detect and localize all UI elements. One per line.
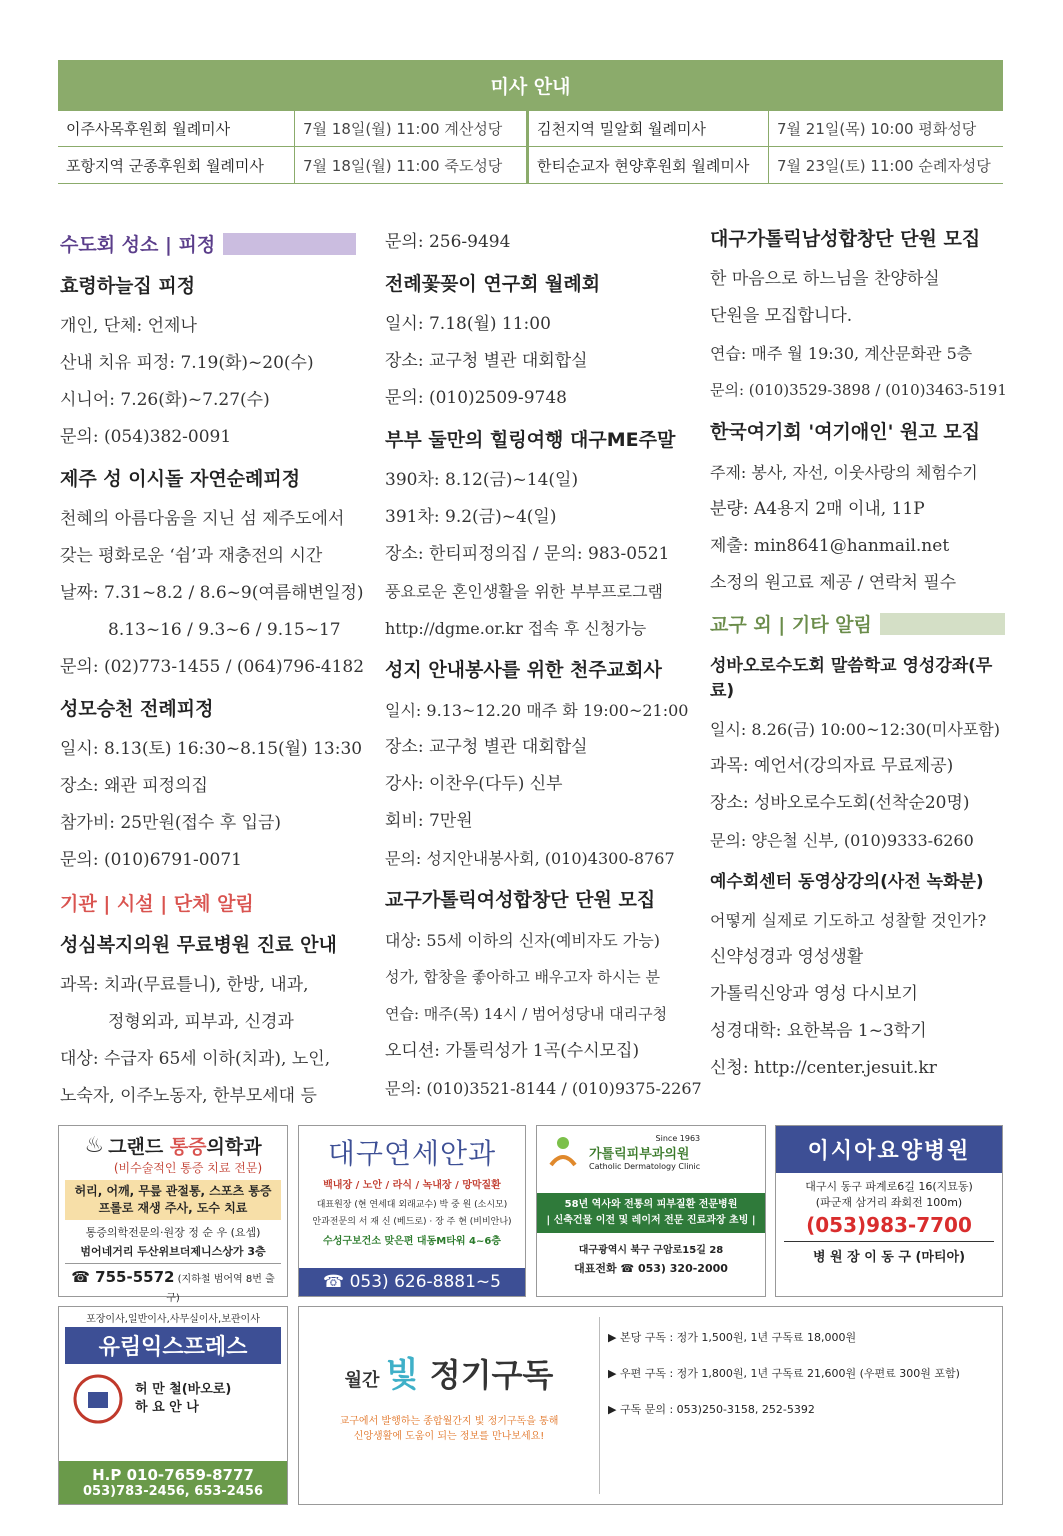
section-bar <box>223 233 356 255</box>
ad-description: 교구에서 발행하는 종합월간지 빛 정기구독을 통해 신앙생활에 도움이 되는 정보를 만나보세요! <box>339 1416 559 1442</box>
notice-line: 풍요로운 혼인생활을 위한 부부프로그램 <box>385 582 664 601</box>
ad-subscription <box>298 1306 1003 1505</box>
ad-services: 허리, 어깨, 무릎 관절통, 스포츠 통증 프롤로 재생 주사, 도수 치료 <box>65 1180 281 1220</box>
notice-line: 문의: (010)3521-8144 / (010)9375-2267 <box>385 1079 702 1098</box>
ad-yurim-express <box>58 1306 288 1505</box>
ad-address: 대구시 동구 파계로6길 16(지묘동) (파군재 삼거리 좌회전 100m) <box>805 1180 973 1209</box>
mass-cell: 한티순교자 현양후원회 월례미사 <box>527 147 769 183</box>
ad-phone: ☎ 053) 626-8881~5 <box>299 1268 525 1296</box>
ad-representative: 허 만 철(바오로) 하 요 안 나 <box>135 1382 232 1415</box>
notice-title: 성모승천 전례피정 <box>60 698 214 720</box>
ad-title-part: 통증 <box>169 1136 207 1158</box>
ad-title-part: 의학과 <box>206 1136 262 1158</box>
ad-grand-pain-clinic <box>58 1125 288 1304</box>
notice-line: 문의: 양은철 신부, (010)9333-6260 <box>710 831 974 850</box>
ad-location: 수성구보건소 맞은편 대동M타워 4~6층 <box>323 1236 501 1247</box>
mass-cell: 김천지역 밀알회 월례미사 <box>527 111 769 146</box>
notice-title: 예수회센터 동영상강의(사전 녹화분) <box>710 872 984 892</box>
notice-line: 소정의 원고료 제공 / 연락처 필수 <box>710 573 957 593</box>
notice-line: 문의: (010)3529-3898 / (010)3463-5191 <box>710 381 1007 399</box>
mass-row <box>58 147 1003 184</box>
ad-title: 가톨릭피부과의원 <box>589 1147 690 1162</box>
notice-line: 성경대학: 요한복음 1~3학기 <box>710 1021 927 1041</box>
section-title <box>60 230 356 257</box>
notice-line: 주제: 봉사, 자선, 이웃사랑의 체험수기 <box>710 463 978 482</box>
mass-cell: 7월 18일(월) 11:00 계산성당 <box>295 111 527 146</box>
ad-title-part: 정기구독 <box>418 1356 554 1394</box>
mass-cell: 7월 23일(토) 11:00 순례자성당 <box>777 156 991 175</box>
ad-title-part: 그랜드 <box>108 1136 170 1158</box>
notice-line: 천혜의 아름다움을 지닌 섬 제주도에서 <box>60 509 345 529</box>
mass-cell: 7월 21일(목) 10:00 평화성당 <box>777 120 977 138</box>
ad-title-block <box>589 1134 700 1171</box>
notice-line: 장소: 교구청 별관 대회합실 <box>385 351 588 371</box>
notice-line: 과목: 예언서(강의자료 무료제공) <box>710 756 954 776</box>
notice-line: 참가비: 25만원(접수 후 입금) <box>60 813 282 833</box>
ad-doctor: 대표원장 (현 연세대 외래교수) 박 중 원 (소시모) <box>316 1200 508 1210</box>
ad-title-en: Catholic Dermatology Clinic <box>589 1162 701 1171</box>
ad-phone: ☎ 755-5572 <box>71 1268 175 1286</box>
ad-body <box>59 1366 287 1432</box>
ad-director: 병 원 장 이 동 구 (마티아) <box>784 1241 994 1265</box>
ad-title: 유림익스프레스 <box>65 1327 281 1364</box>
notice-line: 문의: (010)6791-0071 <box>60 850 242 870</box>
notice-line: 문의: (010)2509-9748 <box>385 388 567 408</box>
ad-hp: H.P 010-7659-8777 <box>92 1466 254 1484</box>
notice-line: 정형외과, 피부과, 신경과 <box>108 1012 294 1032</box>
section-label: 기관 | 시설 | 단체 알림 <box>60 893 254 915</box>
ad-title <box>299 1347 599 1396</box>
notice-title: 효령하늘집 피정 <box>60 275 196 297</box>
section-label: 교구 외 | 기타 알림 <box>710 614 872 636</box>
ad-subscription-left <box>299 1307 599 1504</box>
notice-line: 문의: (02)773-1455 / (064)796-4182 <box>60 657 365 677</box>
ad-title <box>108 1132 261 1159</box>
notice-line: 장소: 교구청 별관 대회합실 <box>385 737 588 757</box>
clinic-logo-icon: ♨ <box>84 1133 105 1158</box>
notice-line: 문의: (054)382-0091 <box>60 427 232 447</box>
notice-line: 일시: 9.13~12.20 매주 화 19:00~21:00 <box>385 701 689 720</box>
section-title <box>60 889 356 916</box>
notice-line: 산내 치유 피정: 7.19(화)~20(수) <box>60 353 314 373</box>
notice-line: 회비: 7만원 <box>385 811 473 831</box>
notice-line: 노숙자, 이주노동자, 한부모세대 등 <box>60 1086 317 1106</box>
ad-title-part: 월간 <box>344 1370 386 1391</box>
ad-phone: (053)983-7700 <box>806 1213 972 1237</box>
notice-title: 전례꽃꽂이 연구회 월례회 <box>385 273 601 295</box>
ads-area <box>58 1125 1003 1505</box>
ad-header <box>537 1126 765 1171</box>
ad-since: Since 1963 <box>655 1134 701 1143</box>
column-middle <box>385 224 702 1107</box>
notice-line: 장소: 왜관 피정의집 <box>60 776 208 796</box>
notice-line: 성가, 합창을 좋아하고 배우고자 하시는 분 <box>385 968 660 986</box>
notice-line: 391차: 9.2(금)~4(일) <box>385 507 557 527</box>
ad-title: 대구연세안과 <box>327 1137 497 1170</box>
ad-subtitle: (비수술적인 통증 치료 전문) <box>113 1161 263 1175</box>
notice-title: 성심복지의원 무료병원 진료 안내 <box>60 934 337 956</box>
ad-phone: 053)783-2456, 653-2456 <box>83 1484 263 1499</box>
notice-line: 어떻게 실제로 기도하고 성찰할 것인가? <box>710 911 987 930</box>
notice-line: 가톨릭신앙과 영성 다시보기 <box>710 984 918 1004</box>
notice-line: 단원을 모집합니다. <box>710 306 853 326</box>
ad-catholic-dermatology <box>536 1125 766 1297</box>
notice-title: 대구가톨릭남성합창단 단원 모집 <box>710 228 981 250</box>
ad-doctor: 통증의학전문의·원장 정 순 우 (요셉) <box>85 1226 261 1239</box>
ad-yonsei-eye <box>298 1125 526 1297</box>
notice-line: 일시: 8.26(금) 10:00~12:30(미사포함) <box>710 720 1000 739</box>
ad-title-part: 빛 <box>385 1355 419 1395</box>
notice-line: 장소: 한티피정의집 / 문의: 983-0521 <box>385 544 670 564</box>
ad-top: 포장이사,일반이사,사무실이사,보관이사 <box>86 1314 260 1325</box>
column-left <box>60 224 365 1115</box>
notice-title: 성바오로수도회 말씀학교 영성강좌(무료) <box>710 656 993 701</box>
ad-header <box>65 1132 281 1159</box>
notice-line: 시니어: 7.26(화)~7.27(수) <box>60 390 270 410</box>
notice-line: 연습: 매주(목) 14시 / 범어성당내 대리구청 <box>385 1005 668 1023</box>
column-right <box>710 224 1005 1087</box>
mass-cell: 포항지역 군종후원회 월례미사 <box>58 147 295 183</box>
notice-line: 과목: 치과(무료틀니), 한방, 내과, <box>60 975 309 995</box>
section-label: 수도회 성소 | 피정 <box>60 234 216 256</box>
notice-line: 제출: min8641@hanmail.net <box>710 536 950 556</box>
mass-title: 미사 안내 <box>58 60 1003 111</box>
notice-line: 문의: 256-9494 <box>385 232 511 252</box>
notice-title: 부부 둘만의 힐링여행 대구ME주말 <box>385 429 676 451</box>
notice-line: 오디션: 가톨릭성가 1곡(수시모집) <box>385 1041 640 1061</box>
notice-line: 장소: 성바오로수도회(선착순20명) <box>710 793 970 813</box>
ad-address: 대구광역시 북구 구암로15길 28 <box>578 1245 724 1256</box>
section-bar <box>880 613 1005 635</box>
mass-cell: 7월 18일(월) 11:00 죽도성당 <box>295 147 527 183</box>
ad-doctor: 안과전문의 서 재 신 (베드로) · 장 주 현 (비비안나) <box>312 1217 512 1227</box>
notice-title: 제주 성 이시돌 자연순례피정 <box>60 468 301 490</box>
notice-line: 신청: http://center.jesuit.kr <box>710 1058 937 1078</box>
ad-price-line: ▶ 본당 구독 : 정가 1,500원, 1년 구독료 18,000원 <box>608 1331 857 1344</box>
notice-line: 대상: 수급자 65세 이하(치과), 노인, <box>60 1049 331 1069</box>
ad-band: 58년 역사와 전통의 피부질환 전문병원 | 신축건물 이전 및 레이저 전문 진료과장 초빙 | <box>537 1193 765 1233</box>
mass-cell: 이주사목후원회 월례미사 <box>58 111 295 146</box>
ad-isia-hospital <box>775 1125 1003 1297</box>
notice-line: 390차: 8.12(금)~14(일) <box>385 470 579 490</box>
ad-services: 백내장 / 노안 / 라식 / 녹내장 / 망막질환 <box>323 1180 501 1191</box>
notice-line: 대상: 55세 이하의 신자(예비자도 가능) <box>385 931 660 950</box>
mass-schedule <box>58 60 1003 184</box>
ad-title: 이시아요양병원 <box>776 1126 1002 1173</box>
ad-price-line: ▶ 우편 구독 : 정가 1,800원, 1년 구독료 21,600원 (우편료 300원 포함) <box>608 1367 960 1380</box>
notice-line: 8.13~16 / 9.3~6 / 9.15~17 <box>108 620 341 640</box>
notice-line: 연습: 매주 월 19:30, 계산문화관 5층 <box>710 344 973 363</box>
notice-line: 강사: 이찬우(다두) 신부 <box>385 774 563 794</box>
notice-line: 한 마음으로 하느님을 찬양하실 <box>710 269 940 289</box>
ad-inquiry-line: ▶ 구독 문의 : 053)250-3158, 252-5392 <box>608 1403 815 1416</box>
notice-title: 교구가톨릭여성합창단 단원 모집 <box>385 889 656 911</box>
notice-line: 신약성경과 영성생활 <box>710 947 864 967</box>
notice-line: 일시: 8.13(토) 16:30~8.15(월) 13:30 <box>60 739 363 759</box>
ad-contact <box>65 1263 281 1305</box>
notice-line: 날짜: 7.31~8.2 / 8.6~9(여름해변일정) <box>60 583 364 603</box>
section-title <box>710 610 1005 637</box>
notice-title: 한국여기회 '여기애인' 원고 모집 <box>710 421 981 443</box>
company-logo-icon <box>73 1374 123 1424</box>
mass-row <box>58 111 1003 147</box>
notice-title: 성지 안내봉사를 위한 천주교회사 <box>385 659 662 681</box>
ad-subscription-right <box>599 1317 960 1494</box>
ad-phone: 대표전화 ☎ 053) 320-2000 <box>574 1262 728 1275</box>
ad-phone-note: (지하철 범어역 8번 출구) <box>166 1274 275 1304</box>
notice-line: http://dgme.or.kr 접속 후 신청가능 <box>385 619 647 638</box>
notice-line: 개인, 단체: 언제나 <box>60 316 197 336</box>
notice-line: 갖는 평화로운 ‘쉼’과 재충전의 시간 <box>60 546 323 566</box>
ad-address: 범어네거리 두산위브더제니스상가 3층 <box>80 1245 266 1258</box>
notice-line: 분량: A4용지 2매 이내, 11P <box>710 499 925 519</box>
notice-line: 일시: 7.18(월) 11:00 <box>385 314 551 334</box>
clinic-logo-icon <box>545 1135 581 1171</box>
ad-contact <box>59 1461 287 1504</box>
notice-line: 문의: 성지안내봉사회, (010)4300-8767 <box>385 849 675 868</box>
